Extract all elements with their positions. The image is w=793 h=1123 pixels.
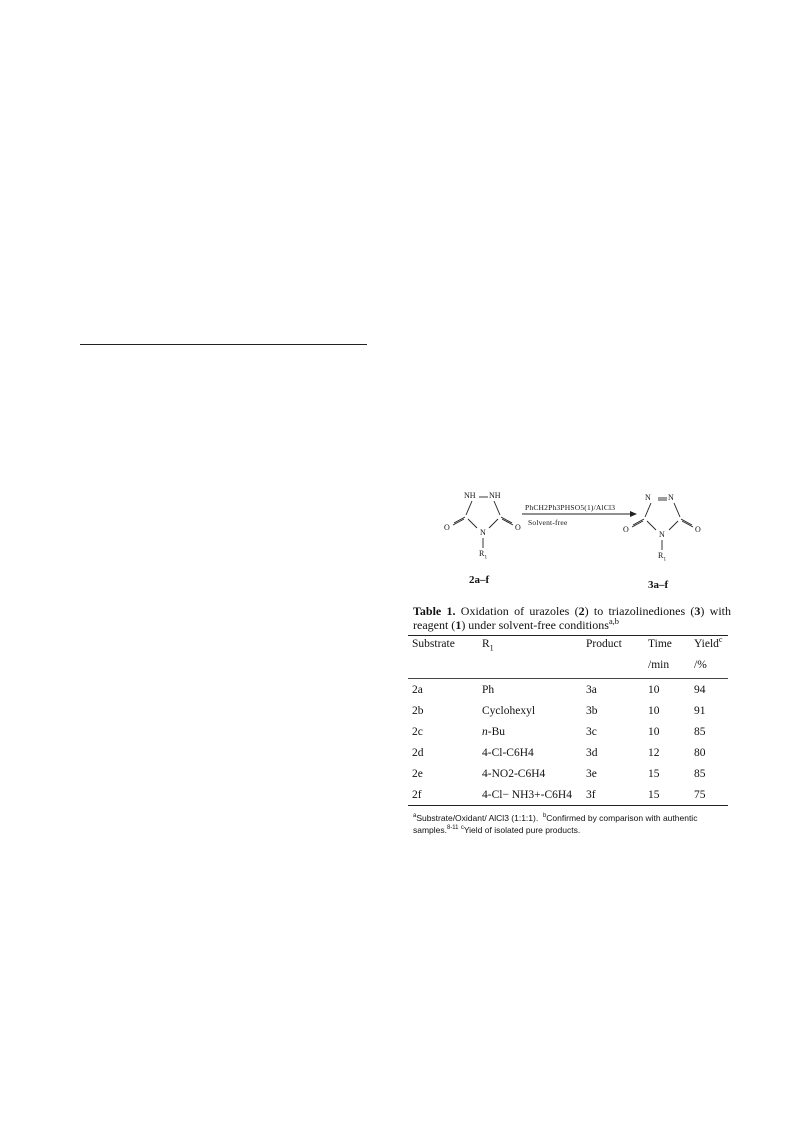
cell-substrate: 2b [412, 704, 424, 717]
cell-r1 [478, 721, 582, 742]
reaction-scheme-bonds [408, 470, 738, 600]
table-row [408, 721, 728, 742]
table-row [408, 700, 728, 721]
units-empty-3 [582, 657, 644, 679]
cell-yield: 85 [694, 725, 706, 738]
reactant-substituent-label [479, 549, 488, 561]
footnote-b-reference: 8-11 [447, 825, 459, 832]
header-yield-unit: /% [694, 659, 707, 671]
cell-yield: 75 [694, 788, 706, 801]
units-empty-2 [478, 657, 582, 679]
cell-substrate: 2e [412, 767, 423, 780]
header-r1-text: R [482, 638, 490, 650]
header-time: Time [648, 638, 672, 650]
footnote-b-text: Confirmed by comparison with authentic samples. [413, 813, 698, 835]
reagent-label: PhCH2Ph3PHSO5(1)/AlCl3 [525, 503, 616, 512]
caption-bold-1: 2 [578, 604, 585, 618]
cell-r1: 4-Cl-C6H4 [482, 746, 534, 759]
cell-r1: 4-NO2-C6H4 [482, 767, 546, 780]
caption-text-4: ) under solvent-free conditions [461, 617, 609, 632]
reactant-r-subscript: 1 [484, 554, 488, 561]
cell-r1: Cyclohexyl [482, 704, 536, 717]
footnote-c-text: Yield of isolated pure products. [463, 825, 581, 835]
cell-substrate: 2a [412, 683, 423, 696]
reactant-oxygen-right-label: O [515, 523, 521, 532]
product-r-text: R [658, 551, 664, 560]
header-substrate: Substrate [412, 638, 455, 650]
cell-yield: 94 [694, 683, 706, 696]
condition-label: Solvent-free [528, 518, 568, 527]
product-oxygen-right-label: O [695, 525, 701, 534]
table-row [408, 763, 728, 784]
product-nitrogen-label: N [659, 530, 665, 539]
product-nitrogen-left-label: N [645, 493, 651, 502]
table-header-row [408, 636, 728, 658]
caption-text-2: ) to triazolinediones ( [584, 604, 695, 618]
table-footnotes [413, 812, 733, 836]
cell-time: 15 [648, 788, 660, 801]
product-oxygen-left-label: O [623, 525, 629, 534]
header-yield-superscript: c [718, 635, 723, 645]
header-r1-subscript: 1 [489, 643, 494, 653]
table-row [408, 784, 728, 806]
cell-yield: 85 [694, 767, 706, 780]
caption-text-1: Oxidation of urazoles ( [460, 604, 579, 618]
caption-superscript: a,b [608, 616, 619, 626]
product-compound-label: 3a–f [648, 579, 669, 591]
cell-substrate: 2f [412, 788, 422, 801]
cell-r1-italic-prefix: n [482, 725, 488, 738]
table-caption [413, 605, 731, 632]
footnote-b-marker: b [542, 813, 547, 820]
reaction-scheme [408, 470, 738, 600]
cell-product: 3c [586, 725, 597, 738]
cell-time: 12 [648, 746, 660, 759]
cell-yield: 91 [694, 704, 706, 717]
cell-product: 3a [586, 683, 597, 696]
header-yield-text: Yield [694, 638, 719, 650]
cell-time: 10 [648, 683, 660, 696]
reactant-nh-left-label: NH [464, 491, 476, 500]
product-r-subscript: 1 [663, 556, 667, 563]
cell-r1: 4-Cl− NH3+-C6H4 [482, 788, 572, 801]
header-yield [690, 636, 728, 658]
cell-time: 15 [648, 767, 660, 780]
cell-substrate: 2d [412, 746, 424, 759]
cell-yield: 80 [694, 746, 706, 759]
product-substituent-label [658, 551, 667, 563]
caption-text-3: ) with reagent ( [413, 604, 731, 632]
footnote-separator-rule [80, 344, 367, 345]
table-caption-prefix: Table 1. [413, 604, 456, 618]
caption-bold-3: 1 [455, 617, 462, 632]
footnote-c-marker: c [460, 825, 464, 832]
results-table [408, 635, 728, 806]
cell-product: 3d [586, 746, 598, 759]
reactant-compound-label: 2a–f [469, 574, 490, 586]
cell-product: 3e [586, 767, 597, 780]
header-time-unit: /min [648, 659, 670, 671]
product-nitrogen-right-label: N [668, 493, 674, 502]
caption-bold-2: 3 [694, 604, 701, 618]
cell-product: 3b [586, 704, 598, 717]
table-units-row [408, 657, 728, 679]
header-product: Product [586, 638, 622, 650]
cell-r1-text: -Bu [487, 725, 505, 738]
footnote-a-text: Substrate/Oxidant/ AlCl3 (1:1:1). [416, 813, 539, 823]
cell-substrate: 2c [412, 725, 423, 738]
cell-time: 10 [648, 725, 660, 738]
reactant-nh-right-label: NH [489, 491, 501, 500]
reactant-r-text: R [479, 549, 485, 558]
footnote-a-marker: a [413, 813, 417, 820]
reactant-oxygen-left-label: O [444, 523, 450, 532]
cell-product: 3f [586, 788, 596, 801]
table-row [408, 742, 728, 763]
reactant-nitrogen-label: N [480, 528, 486, 537]
header-r1 [478, 636, 582, 658]
cell-r1: Ph [482, 683, 495, 696]
table-row [408, 679, 728, 701]
units-empty-1 [408, 657, 478, 679]
cell-time: 10 [648, 704, 660, 717]
